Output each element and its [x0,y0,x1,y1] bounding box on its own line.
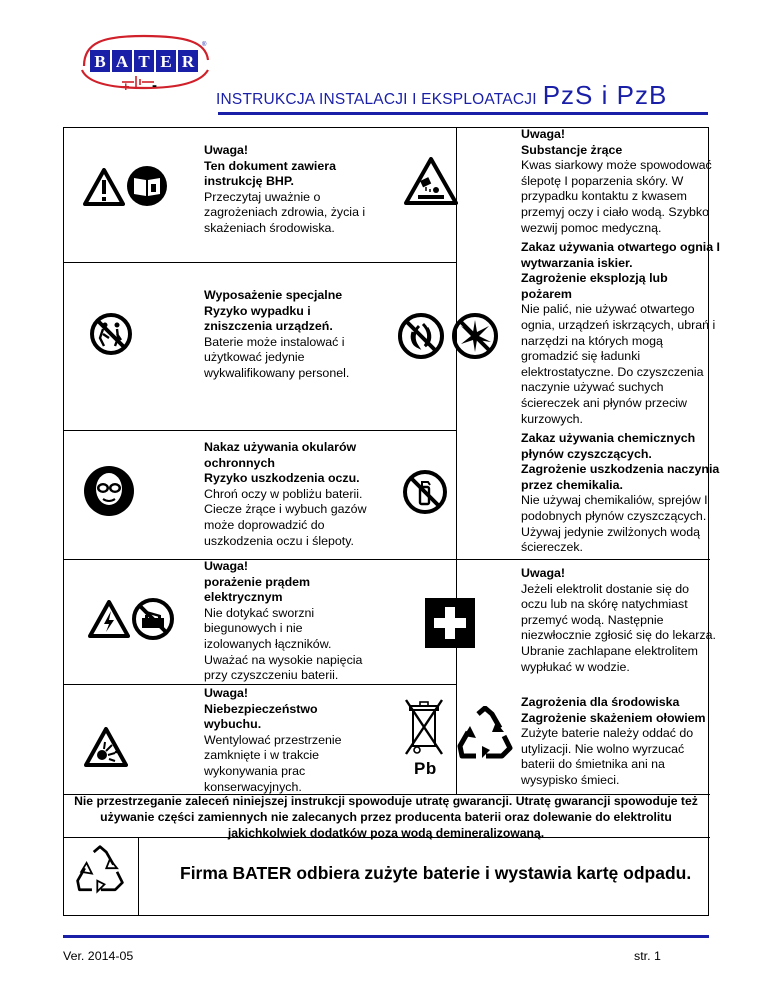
svg-text:A: A [115,52,129,71]
warranty-warning [63,793,709,842]
cell-line: baterii do śmietnika ani na [521,757,665,772]
cell-line: wybuchu. [204,717,262,732]
row-divider [64,262,456,263]
header-rule [218,112,708,115]
cell-line: przemyć wodą. Następnie [521,612,664,627]
cell-line: Zagrożenia dla środowiska [521,695,680,709]
high-voltage-icon [88,600,130,642]
safety-goggles-icon [83,465,135,521]
cell-line: Niebezpieczeństwo [204,701,318,716]
document-version: Ver. 2014-05 [63,949,134,963]
no-metal-tools-icon [132,598,174,644]
column-divider [456,128,457,794]
cell-line: uszkodzenia oczu i ślepoty. [204,533,354,548]
row-divider [64,559,710,560]
cell-line: ściereczek ani płynów przeciw [521,395,687,410]
recycling-icon [456,706,514,766]
cell-line: pożarem [521,286,572,301]
crossed-bin-icon [404,698,444,762]
cell-line: wysypisko śmieci. [521,772,620,787]
cell-line: Zużyte baterie należy oddać do [521,726,694,741]
warranty-line: używanie części zamiennych nie zalecanych przez producenta baterii oraz dolewanie do elektrolitu [100,810,672,825]
cell-line: kurzowych. [521,411,583,426]
cell-line: ognia, urządzeń iskrzących, ubrań i [521,317,716,332]
cell-line: Zagrożenie uszkodzenia naczynia [521,462,720,477]
cell-fire-text [521,240,720,427]
cell-line: przez chemikalia. [521,477,623,492]
cell-line: Ten dokument zawiera [204,158,336,173]
cell-line: wytwarzania iskier. [521,255,633,270]
cell-line: Jeżeli elektrolit dostanie się do [521,581,690,596]
cell-line: zamknięte i w trakcie [204,748,319,763]
footer-rule [63,935,709,938]
cell-line: Uważać na wysokie napięcia [204,652,363,667]
cell-line: wykonywania prac [204,763,306,778]
title-product: PzS i PzB [542,80,668,110]
logo-plus-sign: + [122,79,130,94]
cell-line: Nie używaj chemikaliów, sprejów I [521,493,708,508]
cell-line: zagrożeniach zdrowia, życia i [204,205,366,220]
cell-line: Ryzyko wypadku i [204,303,311,318]
cell-line: Kwas siarkowy może spowodować [521,158,712,173]
warning-triangle-icon [83,168,125,210]
cell-line: instrukcję BHP. [204,174,294,189]
cell-line: wypłukać w wodzie. [521,659,630,674]
cell-line: płynów czyszczących. [521,446,652,461]
cell-line: Chroń oczy w pobliżu baterii. [204,486,363,501]
cell-line: Zagrożenie skażeniem ołowiem [521,710,706,725]
cell-line: Nakaz używania okularów [204,440,357,454]
cell-line: Ubranie zachlapane elektrolitem [521,643,699,658]
cell-line: Wyposażenie specjalne [204,288,343,302]
svg-text:R: R [181,52,195,71]
cell-line: przypadku kontaktu z kwasem [521,189,687,204]
logo-minus-sign: - [152,77,157,94]
cell-line: wezwij pomoc medyczną. [521,220,662,235]
cell-line: Uwaga! [204,143,249,157]
cell-line: Uwaga! [521,127,566,141]
recycling-small-icon [74,844,126,900]
no-sparks-icon [451,312,499,364]
logo-text [216,32,217,33]
cell-line: podobnych płynów czyszczących. [521,508,707,523]
cell-line: Baterie może instalować i [204,334,345,349]
cell-line: może doprowadzić do [204,517,325,532]
cell-line: gromadzić się ładunki [521,349,641,364]
cell-line: Ciecze żrące i wybuch gazów [204,502,367,517]
bater-takeback-note: Firma BATER odbiera zużyte baterie i wystawia kartę odpadu. [180,863,692,883]
bater-logo [74,32,216,96]
cell-environment-text [521,695,706,789]
corrosive-substance-icon [404,157,458,209]
cell-line: zniszczenia urządzeń. [204,319,333,334]
cell-goggles-text [204,440,367,549]
cell-explosion-text [204,686,342,795]
cell-line: Uwaga! [204,559,249,573]
cell-line: oczu lub na skórę natychmiast [521,597,688,612]
lead-symbol: Pb [414,759,437,778]
cell-line: Zakaz używania otwartego ognia I [521,240,720,254]
cell-line: Ryzyko uszkodzenia oczu. [204,471,360,486]
explosion-hazard-icon [84,727,128,771]
cell-line: konserwacyjnych. [204,779,302,794]
cell-line: Zagrożenie eksplozją lub [521,271,668,286]
cell-line: ślepotę I poparzenia skóry. W [521,173,684,188]
cell-line: Wentylować przestrzenie [204,732,342,747]
cell-line: Nie palić, nie używać otwartego [521,302,695,317]
svg-text:E: E [160,52,172,71]
document-title [216,79,667,113]
cell-line: Używaj jedynie zwilżonych wodą [521,524,701,539]
svg-text:®: ® [202,42,207,48]
cell-line: izolowanych łączników. [204,636,332,651]
page-number: str. 1 [634,949,661,963]
no-open-flame-icon [397,312,445,364]
cell-line: przy czyszczeniu baterii. [204,668,339,683]
cell-chemicals-text [521,431,719,556]
warranty-line: jakichkolwiek dodatków poza wodą demineralizowaną. [227,826,545,841]
cell-line: Zakaz używania chemicznych [521,431,696,445]
row-divider [64,684,456,685]
svg-text:T: T [138,52,150,71]
first-aid-cross-icon [425,598,475,652]
cell-line: niezwłocznie zgłosić się do lekarza. [521,628,716,643]
cell-bhp-text [204,143,365,237]
cell-line: ściereczek. [521,540,583,555]
warranty-line: Nie przestrzeganie zaleceń niniejszej instrukcji spowoduje utratę gwarancji. Utratę gwarancji spowoduje też [74,794,698,808]
cell-line: elektrycznym [204,590,283,605]
cell-line: przemyj oczy i ciało wodą. Szybko [521,204,709,219]
cell-line: Substancje żrące [521,142,623,157]
cell-line: Uwaga! [204,686,249,700]
cell-line: wykwalifikowany personel. [204,365,350,380]
cell-line: biegunowych i nie [204,621,303,636]
cell-line: utylizacji. Nie wolno wyrzucać [521,741,685,756]
cell-line: naczynie używać suchych [521,380,664,395]
cell-line: elektrostatyczne. Do czyszczenia [521,364,704,379]
svg-text:B: B [94,52,106,71]
cell-corrosive-text [521,127,712,236]
cell-line: Nie dotykać sworzni [204,605,315,620]
cell-electric-text [204,559,362,684]
cell-line: Przeczytaj uważnie o [204,189,321,204]
row-divider [64,430,456,431]
cell-line: ochronnych [204,455,275,470]
cell-line: narzędzi na których mogą [521,333,663,348]
no-chemical-cleaners-icon [402,469,448,519]
read-manual-icon [126,165,168,211]
title-prefix: INSTRUKCJA INSTALACJI I EKSPLOATACJI [216,91,537,108]
cell-line: skażeniach środowiska. [204,220,335,235]
cell-firstaid-text [521,566,716,675]
cell-special-text [204,288,349,382]
cell-line: porażenie prądem [204,574,311,589]
cell-line: Uwaga! [521,566,566,580]
no-unauthorized-persons-icon [89,312,133,360]
column-divider [138,837,139,916]
cell-line: użytkować jedynie [204,350,305,365]
